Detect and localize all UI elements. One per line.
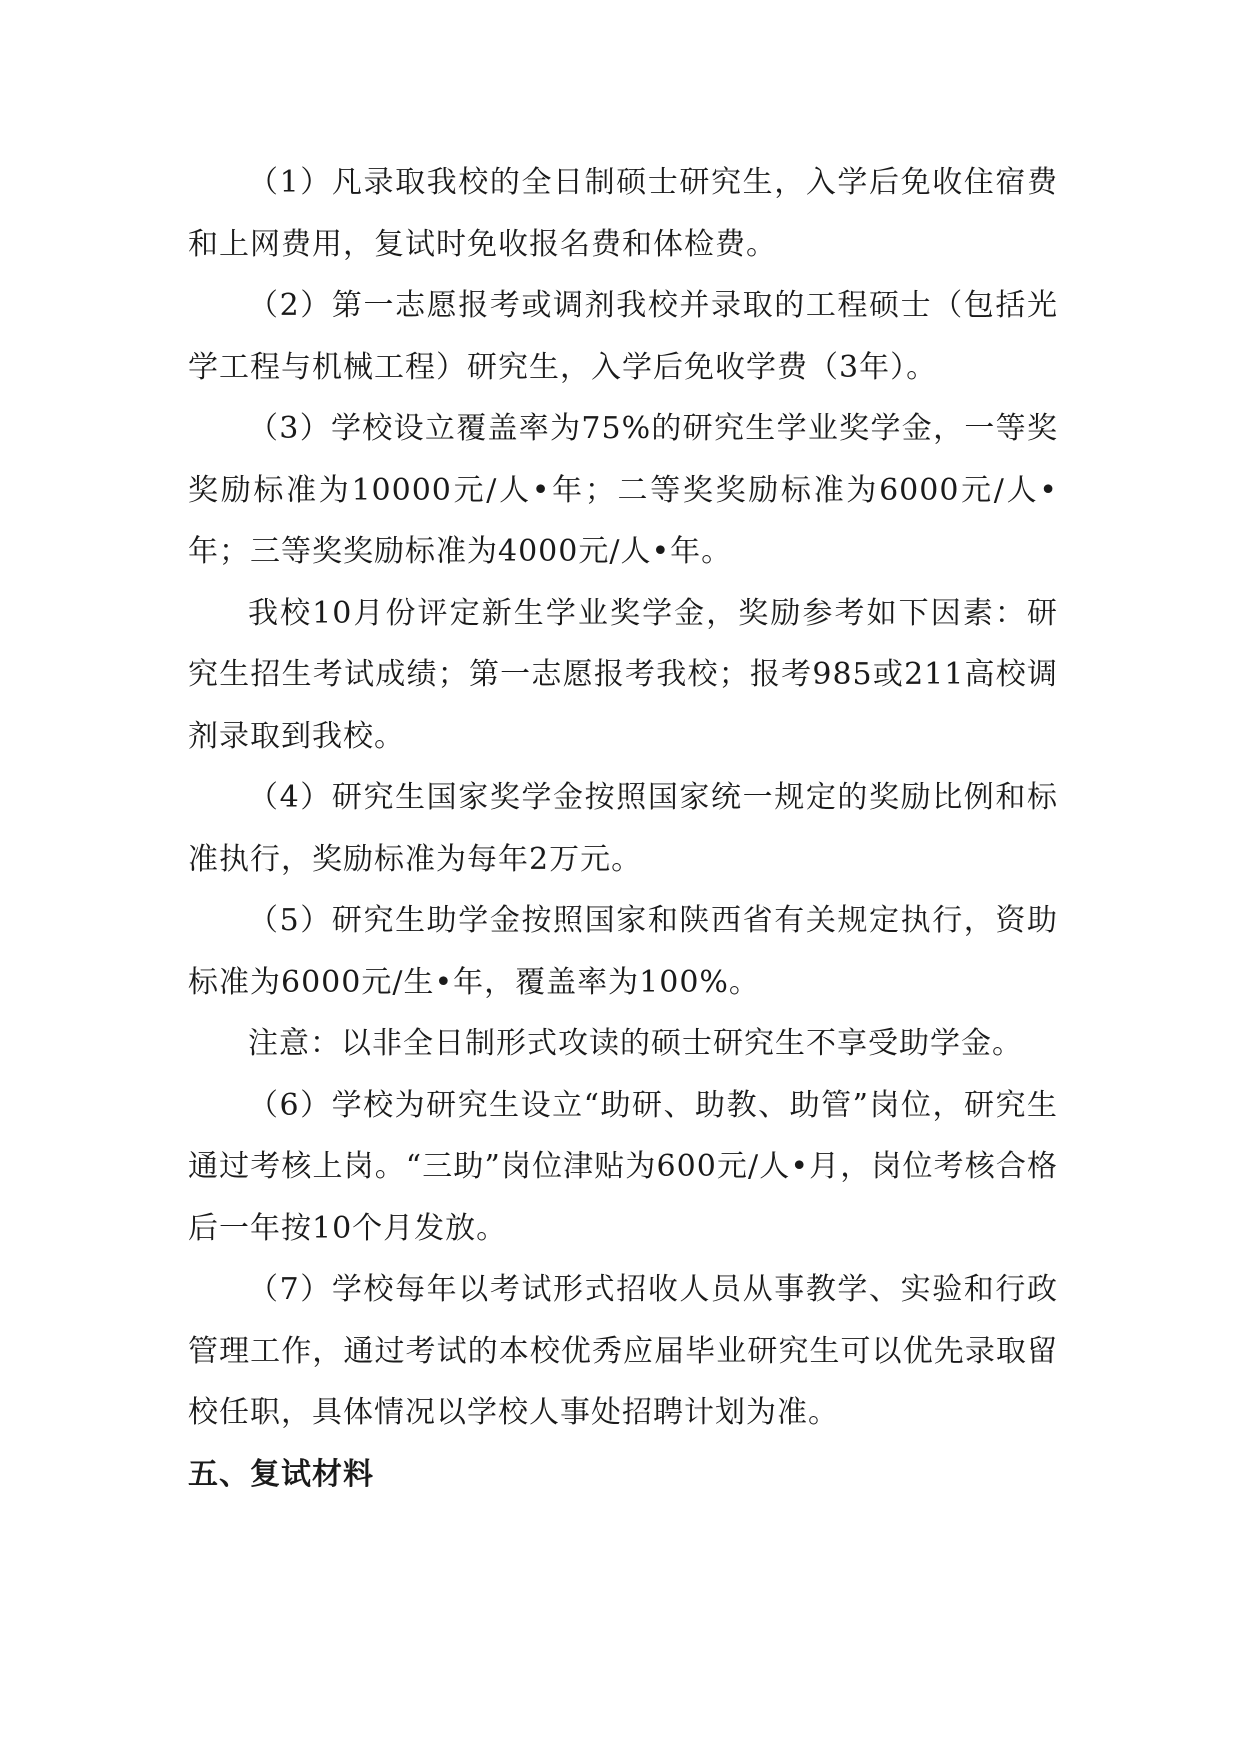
paragraph-note: 注意：以非全日制形式攻读的硕士研究生不享受助学金。	[248, 1026, 1023, 1061]
paragraph-scholarship-factors: 我校10月份评定新生学业奖学金，奖励参考如下因素：研究生招生考试成绩；第一志愿报考我校；报考985或211高校调剂录取到我校。	[188, 595, 1058, 754]
section-heading-retest-materials: 五、复试材料	[188, 1456, 374, 1492]
paragraph-grant: （5）研究生助学金按照国家和陕西省有关规定执行，资助标准为6000元/生•年，覆盖率为100%。	[188, 903, 1058, 1000]
paragraph-employment: （7）学校每年以考试形式招收人员从事教学、实验和行政管理工作，通过考试的本校优秀应届毕业研究生可以优先录取留校任职，具体情况以学校人事处招聘计划为准。	[188, 1272, 1058, 1430]
paragraph-tuition-waiver: （2）第一志愿报考或调剂我校并录取的工程硕士（包括光学工程与机械工程）研究生，入学后免收学费（3年）。	[188, 288, 1058, 385]
paragraph-academic-scholarship: （3）学校设立覆盖率为75%的研究生学业奖学金，一等奖奖励标准为10000元/人•年；二等奖奖励标准为6000元/人•年；三等奖奖励标准为4000元/人•年。	[188, 411, 1058, 569]
paragraph-national-scholarship: （4）研究生国家奖学金按照国家统一规定的奖励比例和标准执行，奖励标准为每年2万元。	[188, 780, 1058, 877]
paragraph-accommodation-fee-waiver: （1）凡录取我校的全日制硕士研究生，入学后免收住宿费和上网费用，复试时免收报名费和体检费。	[188, 165, 1058, 262]
paragraph-assistantship: （6）学校为研究生设立“助研、助教、助管”岗位，研究生通过考核上岗。“三助”岗位津贴为600元/人•月，岗位考核合格后一年按10个月发放。	[188, 1087, 1058, 1246]
document-body	[188, 152, 1058, 1505]
